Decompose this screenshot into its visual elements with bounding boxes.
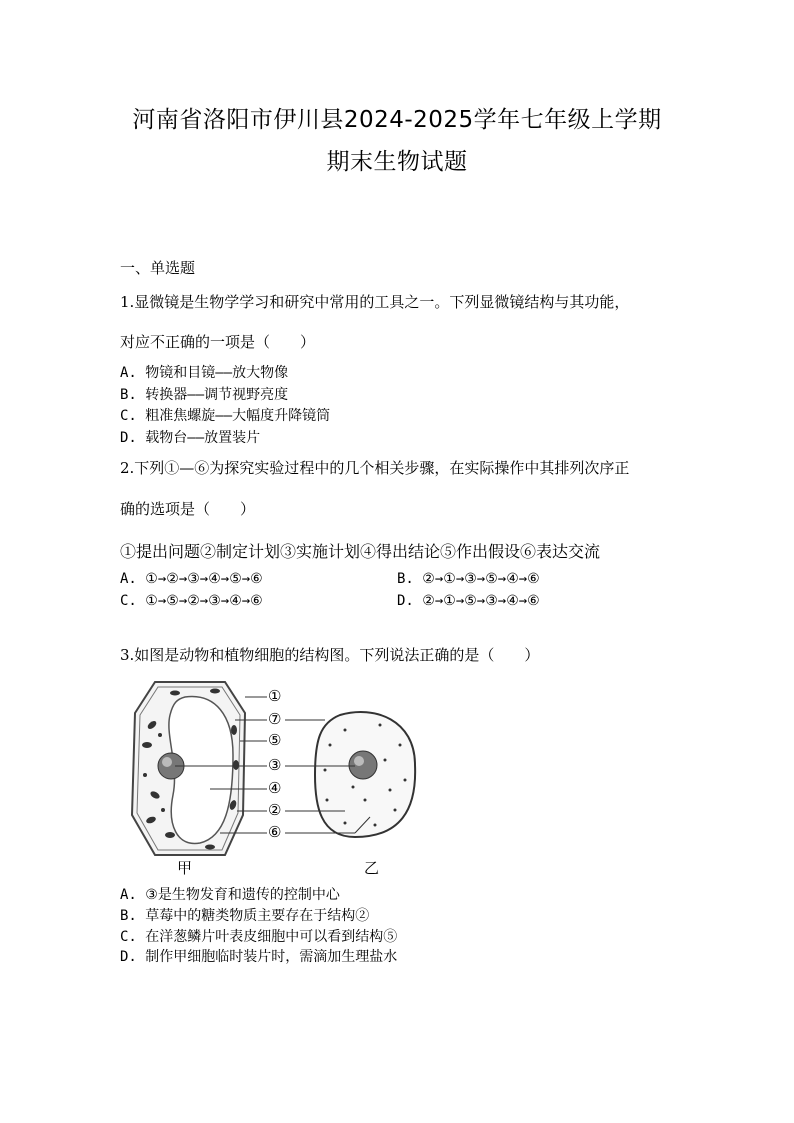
q1-option-b: B. 转换器——调节视野亮度 — [120, 387, 289, 403]
figure-label-6: ⑥ — [268, 823, 282, 841]
figure-caption-left: 甲 — [177, 859, 193, 877]
animal-cell — [315, 712, 415, 837]
figure-label-3: ③ — [268, 756, 282, 774]
q3-option-c: C. 在洋葱鳞片叶表皮细胞中可以看到结构⑤ — [120, 929, 398, 945]
q1-option-d: D. 载物台——放置装片 — [120, 430, 261, 446]
q2-stem-line2: 确的选项是（ ） — [120, 500, 256, 518]
figure-label-5: ⑤ — [268, 731, 282, 749]
section-heading: 一、单选题 — [120, 259, 196, 277]
figure-label-4: ④ — [268, 779, 282, 797]
q3-option-a: A. ③是生物发育和遗传的控制中心 — [120, 887, 340, 903]
q2-option-a: A. ①→②→③→④→⑤→⑥ — [120, 571, 263, 587]
q1-stem-line1: 1.显微镜是生物学学习和研究中常用的工具之一。下列显微镜结构与其功能， — [120, 293, 630, 311]
cell-structure-figure — [115, 675, 425, 880]
figure-caption-right: 乙 — [364, 859, 380, 877]
figure-label-2: ② — [268, 801, 282, 819]
q1-option-a: A. 物镜和目镜——放大物像 — [120, 365, 289, 381]
figure-label-1: ① — [268, 687, 282, 705]
q3-option-b: B. 草莓中的糖类物质主要存在于结构② — [120, 908, 370, 924]
q2-stem-line1: 2.下列①—⑥为探究实验过程中的几个相关步骤，在实际操作中其排列次序正 — [120, 459, 630, 477]
q1-option-c: C. 粗准焦螺旋——大幅度升降镜筒 — [120, 408, 331, 424]
q1-stem-line2: 对应不正确的一项是（ ） — [120, 333, 316, 351]
q2-option-d: D. ②→①→⑤→③→④→⑥ — [397, 593, 540, 609]
q2-steps: ①提出问题②制定计划③实施计划④得出结论⑤作出假设⑥表达交流 — [120, 542, 601, 561]
q3-stem: 3.如图是动物和植物细胞的结构图。下列说法正确的是（ ） — [120, 646, 540, 664]
q2-option-c: C. ①→⑤→②→③→④→⑥ — [120, 593, 263, 609]
page-title-line2: 期末生物试题 — [326, 149, 468, 175]
page-title-line1: 河南省洛阳市伊川县2024-2025学年七年级上学期 — [132, 107, 662, 133]
plant-cell — [132, 682, 245, 855]
q2-option-b: B. ②→①→③→⑤→④→⑥ — [397, 571, 540, 587]
q3-option-d: D. 制作甲细胞临时装片时，需滴加生理盐水 — [120, 949, 398, 965]
figure-label-7: ⑦ — [268, 710, 282, 728]
